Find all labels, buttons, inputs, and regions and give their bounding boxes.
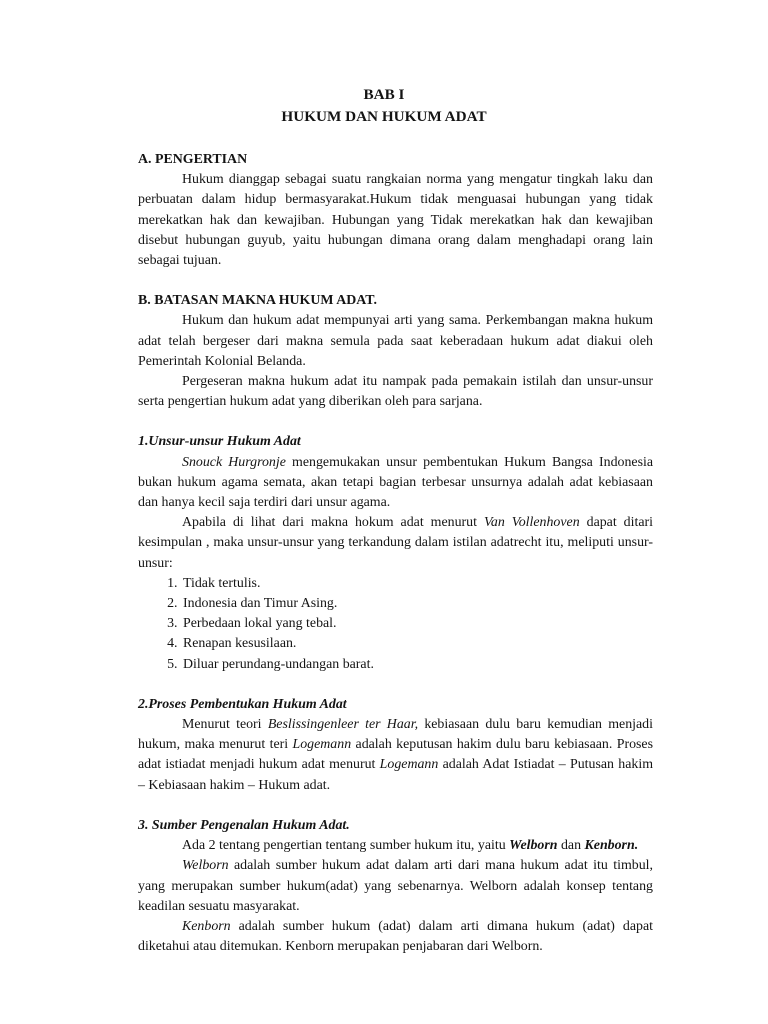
term-welborn: Welborn — [509, 838, 558, 854]
section-batasan-makna — [138, 291, 653, 412]
paragraph: Pergeseran makna hukum adat itu nampak pada pemakain istilah dan unsur-unsur serta pengertian hukum adat yang diberikan oleh para sarjana. — [138, 374, 653, 410]
paragraph — [138, 836, 653, 856]
paragraph-text: adalah keputusan hakim dulu baru kebiasaan. Proses adat istiadat menjadi hukum adat menurut — [138, 737, 653, 773]
list-item: 5. Diluar perundang-undangan barat. — [181, 655, 653, 675]
paragraph-text: adalah sumber hukum adat dalam arti dari mana hukum adat itu timbul, yang merupakan sumber hukum(adat) yang sebenarnya. Welborn adalah konsep tentang keadilan sesuatu masyarakat. — [138, 858, 653, 914]
paragraph-text: dan — [557, 838, 585, 854]
paragraph-text: adalah Adat Istiadat – Putusan hakim – Kebiasaan hakim – Hukum adat. — [138, 757, 653, 793]
section-pengertian — [138, 150, 653, 271]
paragraph-text: Menurut teori — [182, 717, 268, 733]
paragraph — [138, 513, 653, 574]
paragraph — [138, 715, 653, 796]
paragraph-text: Ada 2 tentang pengertian tentang sumber hukum itu, yaitu — [182, 838, 510, 854]
term-kenborn: Kenborn — [182, 918, 231, 934]
term-welborn: Welborn — [182, 858, 229, 874]
section-sumber-pengenalan — [138, 816, 653, 957]
list-item: 4. Renapan kesusilaan. — [181, 634, 653, 654]
author-name: Logemann — [292, 737, 352, 753]
document-body — [138, 150, 653, 977]
section-heading: B. BATASAN MAKNA HUKUM ADAT. — [138, 293, 377, 309]
paragraph: Hukum dan hukum adat mempunyai arti yang sama. Perkembangan makna hukum adat telah bergeser dari makna semula pada saat keberadaan hukum adat diakui oleh Pemerintah Kolonial Belanda. — [138, 313, 653, 369]
author-name: Van Vollenhoven — [483, 515, 580, 531]
section-unsur-unsur — [138, 432, 653, 674]
list-item: 3. Perbedaan lokal yang tebal. — [181, 614, 653, 634]
paragraph: Hukum dianggap sebagai suatu rangkaian norma yang mengatur tingkah laku dan perbuatan dalam hidup bermasyarakat.Hukum tidak menguasai hubungan yang tidak merekatkan hak dan kewajiban. Hubungan yang Tidak merekatkan hak dan kewajiban disebut hubungan guyub, yaitu hubungan dimana orang dalam menghadapi orang lain sebagai tujuan. — [138, 172, 653, 269]
paragraph-text: mengemukakan unsur pembentukan Hukum Bangsa Indonesia bukan hukum agama semata, akan tetapi bagian terbesar unsurnya adalah adat kebiasaan dan hanya kecil saja terdiri dari unsur agama. — [138, 454, 654, 511]
paragraph-text: dapat ditari kesimpulan , maka unsur-unsur yang terkandung dalam istilan adatrecht itu, meliputi unsur-unsur: — [138, 515, 653, 571]
section-heading: 1.Unsur-unsur Hukum Adat — [138, 434, 301, 450]
term-kenborn: Kenborn. — [584, 838, 639, 854]
list-item: 2. Indonesia dan Timur Asing. — [181, 594, 653, 614]
paragraph-text: kebiasaan dulu baru kemudian menjadi hukum, maka menurut teri — [138, 717, 653, 753]
section-heading: A. PENGERTIAN — [138, 152, 248, 167]
paragraph — [138, 917, 653, 957]
paragraph-text: Apabila di lihat dari makna hokum adat menurut — [182, 515, 484, 531]
chapter-title: HUKUM DAN HUKUM ADAT — [281, 108, 487, 125]
section-heading: 2.Proses Pembentukan Hukum Adat — [138, 696, 347, 712]
theory-name: Beslissingenleer ter Haar, — [267, 717, 419, 733]
section-heading: 3. Sumber Pengenalan Hukum Adat. — [138, 817, 350, 833]
paragraph — [138, 453, 653, 514]
author-name: Snouck Hurgronje — [182, 454, 286, 470]
section-proses-pembentukan — [138, 695, 653, 796]
elements-list — [138, 574, 653, 675]
list-item: 1. Tidak tertulis. — [181, 574, 653, 594]
author-name: Logemann — [379, 757, 439, 773]
title-block — [0, 84, 768, 128]
paragraph-text: adalah sumber hukum (adat) dalam arti dimana hukum (adat) dapat diketahui atau ditemukan. Kenborn merupakan penjabaran dari Welborn. — [138, 918, 653, 955]
chapter-number: BAB I — [363, 86, 405, 103]
paragraph — [138, 856, 653, 917]
